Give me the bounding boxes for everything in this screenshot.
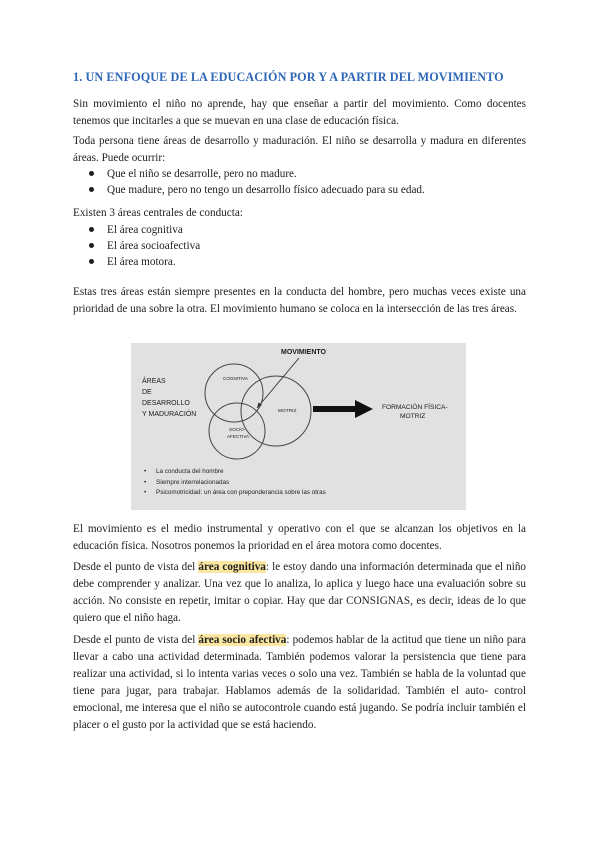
diagram-left-title-line: ÁREAS xyxy=(142,378,166,385)
result-arrow-head xyxy=(355,400,373,418)
diagram-left-title-line: DESARROLLO xyxy=(142,400,190,407)
list-item: El área cognitiva xyxy=(73,222,526,238)
socio-highlight: área socio afectiva xyxy=(198,634,287,646)
diagram-note: • Psicomotricidad: un área con preponderancia sobre las otras xyxy=(144,488,326,499)
diagram-notes xyxy=(144,467,326,499)
socio-label-line: AFECTIVA xyxy=(227,434,250,439)
intro-text: Sin movimiento el niño no aprende, hay que enseñar a partir del movimiento. Como docentes tenemos que incitarles a que se muevan en una clase de educación física. xyxy=(73,98,526,127)
list-item: El área socioafectiva xyxy=(73,238,526,254)
movement-label: MOVIMIENTO xyxy=(281,349,326,356)
medium-paragraph xyxy=(73,521,526,555)
list-item: Que madure, pero no tengo un desarrollo físico adecuado para su edad. xyxy=(73,182,526,198)
result-label-line: MOTRIZ xyxy=(400,413,426,420)
list-item: El área motora. xyxy=(73,254,526,270)
three-areas-paragraph xyxy=(73,284,526,318)
diagram-left-title-line: Y MADURACIÓN xyxy=(142,411,197,418)
cognitive-circle xyxy=(205,364,263,422)
intro-paragraph xyxy=(73,96,526,130)
areas-paragraph xyxy=(73,133,526,167)
diagram-left-title-line: DE xyxy=(142,389,152,396)
central-areas-list xyxy=(73,222,526,270)
areas-intro-text: Toda persona tiene áreas de desarrollo y maduración. El niño se desarrolla y madura en diferentes áreas. Puede ocurrir: xyxy=(73,135,526,164)
cognitive-lead: Desde el punto de vista del xyxy=(73,561,199,573)
diagram-note: • La conducta del hombre xyxy=(144,467,326,478)
socio-text xyxy=(73,632,526,734)
diagram-note: • Siempre interrelacionadas xyxy=(144,478,326,489)
three-areas-text: Estas tres áreas están siempre presentes en la conducta del hombre, pero muchas veces existe una prioridad de una sobre la otra. El movimiento humano se coloca en la intersección de las tres áreas. xyxy=(73,286,526,315)
areas-diagram-figure xyxy=(131,343,466,510)
motor-circle xyxy=(241,376,311,446)
result-label-line: FORMACIÓN FÍSICA- xyxy=(382,404,448,411)
central-areas-intro xyxy=(73,205,526,222)
cognitive-body: : le estoy dando una información determinada que el niño debe comprender y analizar. Una vez que lo analiza, lo aplica y luego hace una evaluación sobre su acción. No consiste en repetir, imitar o copiar. Hay que dar CONSIGNAS, es decir, ideas de lo que quiero que el niño haga. xyxy=(73,561,527,624)
socio-paragraph xyxy=(73,632,526,734)
socio-lead: Desde el punto de vista del xyxy=(73,634,199,646)
cognitive-paragraph xyxy=(73,559,526,627)
medium-text: El movimiento es el medio instrumental y operativo con el que se alcanzan los objetivos en la educación física. Nosotros ponemos la prioridad en el área motora como docentes. xyxy=(73,523,526,552)
cognitive-text xyxy=(73,559,526,627)
central-intro-text: Existen 3 áreas centrales de conducta: xyxy=(73,207,243,219)
socio-label-line: SOCIO- xyxy=(229,427,246,432)
motor-label: MOTRIZ xyxy=(278,409,297,414)
list-item: Que el niño se desarrolle, pero no madure. xyxy=(73,166,526,182)
result-arrow-shaft xyxy=(313,406,357,412)
cases-list xyxy=(73,166,526,198)
section-heading: 1. UN ENFOQUE DE LA EDUCACIÓN POR Y A PARTIR DEL MOVIMIENTO xyxy=(73,70,504,84)
socio-body: : podemos hablar de la actitud que tiene un niño para llevar a cabo una actividad determinada. También podemos valorar la persistencia que tiene para realizar una actividad, si lo intenta varias veces o solo una vez. También se habla de la voluntad que tiene para jugar, para trabajar. Hablamos además de la solidaridad. También el auto- control emocional, me interesa que el niño se autocontrole cuando está jugando. Se podría incluir también el placer o el gusto por la actividad que se está haciendo. xyxy=(73,634,526,731)
movement-pointer xyxy=(257,358,299,408)
cognitive-label: COGNITIVA xyxy=(223,376,248,381)
cognitive-highlight: área cognitiva xyxy=(198,561,266,573)
